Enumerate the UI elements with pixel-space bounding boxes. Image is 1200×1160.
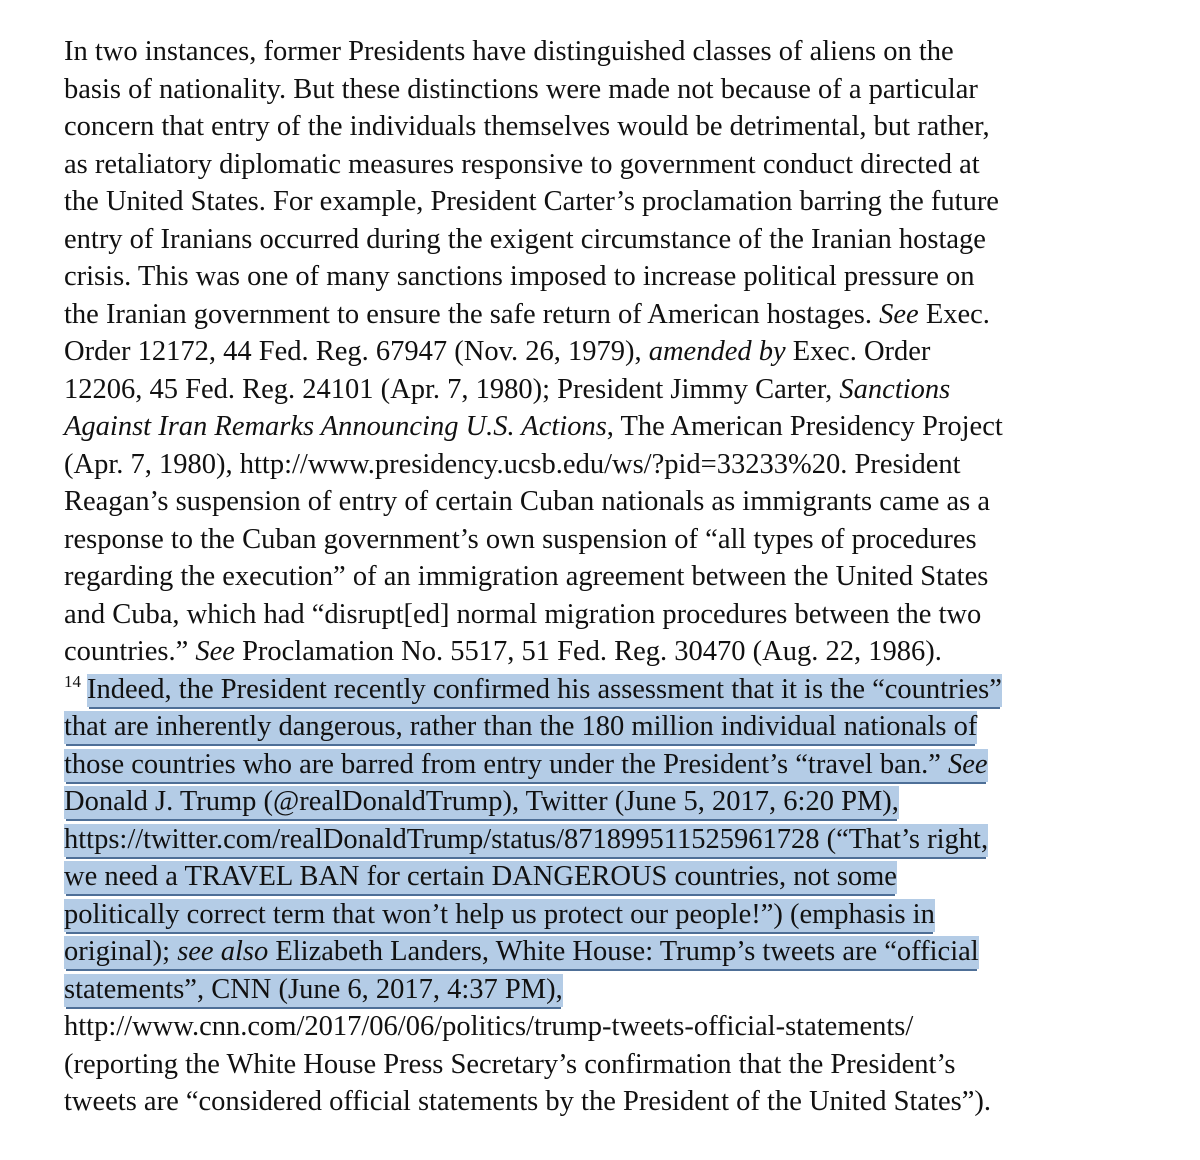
text-line bbox=[64, 446, 1174, 484]
text-line bbox=[64, 821, 1174, 859]
text-line bbox=[64, 858, 1174, 896]
text-line bbox=[64, 746, 1174, 784]
text-line bbox=[64, 558, 1174, 596]
line-text: Reagan’s suspension of entry of certain Cuban nationals as immigrants came as a bbox=[64, 486, 990, 517]
text-line bbox=[64, 783, 1174, 821]
text-line bbox=[64, 1046, 1174, 1084]
line-text: In two instances, former Presidents have distinguished classes of aliens on the bbox=[64, 36, 954, 67]
signal-italic: amended by bbox=[648, 336, 786, 367]
text-line bbox=[64, 33, 1174, 71]
line-text: response to the Cuban government’s own suspension of “all types of procedures bbox=[64, 523, 977, 555]
text-line bbox=[64, 483, 1174, 521]
highlighted-text[interactable] bbox=[64, 749, 988, 782]
text-line bbox=[64, 896, 1174, 934]
text-line bbox=[64, 258, 1174, 296]
text-line bbox=[64, 108, 1174, 146]
title-italic: Against Iran Remarks Announcing U.S. Actions bbox=[64, 411, 607, 442]
line-text: Exec. Order bbox=[785, 336, 931, 367]
text-line bbox=[64, 933, 1174, 971]
line-text: those countries who are barred from entry under the President’s “travel ban.” bbox=[64, 748, 948, 780]
line-text: , The American Presidency Project bbox=[606, 411, 1003, 442]
line-text: (reporting the White House Press Secretary’s confirmation that the President’s bbox=[64, 1048, 956, 1080]
footnote-number: 14 bbox=[64, 671, 81, 691]
highlighted-text[interactable]: https://twitter.com/realDonaldTrump/status/871899511525961728 (“That’s right, bbox=[64, 823, 989, 855]
highlighted-text[interactable]: Indeed, the President recently confirmed his assessment that it is the “countries” bbox=[87, 673, 1002, 705]
document-page bbox=[64, 33, 1174, 1121]
text-line bbox=[64, 371, 1174, 409]
text-line bbox=[64, 521, 1174, 559]
highlighted-text[interactable]: politically correct term that won’t help us protect our people!”) (emphasis in bbox=[64, 898, 935, 930]
line-text: Exec. bbox=[918, 298, 990, 330]
text-line bbox=[64, 971, 1174, 1009]
line-text: tweets are “considered official statements by the President of the United States”). bbox=[64, 1086, 992, 1117]
text-line bbox=[64, 1008, 1174, 1046]
highlighted-text[interactable]: Donald J. Trump (@realDonaldTrump), Twitter (June 5, 2017, 6:20 PM), bbox=[64, 786, 899, 817]
text-line bbox=[64, 183, 1174, 221]
text-line bbox=[64, 221, 1174, 259]
text-line bbox=[64, 1083, 1174, 1121]
line-text: Proclamation No. 5517, 51 Fed. Reg. 30470 (Aug. 22, 1986). bbox=[234, 636, 942, 667]
line-text: as retaliatory diplomatic measures responsive to government conduct directed at bbox=[64, 148, 980, 180]
main-paragraph bbox=[64, 33, 1174, 671]
text-line bbox=[64, 333, 1174, 371]
title-italic: Sanctions bbox=[839, 373, 951, 405]
line-text: 12206, 45 Fed. Reg. 24101 (Apr. 7, 1980); President Jimmy Carter, bbox=[64, 373, 840, 405]
line-text: (Apr. 7, 1980), http://www.presidency.ucsb.edu/ws/?pid=33233%20. President bbox=[64, 448, 961, 480]
signal-italic: See bbox=[879, 298, 919, 330]
footnote-14 bbox=[64, 671, 1174, 1121]
text-line bbox=[64, 671, 1174, 709]
signal-italic: See bbox=[947, 748, 988, 780]
line-text: concern that entry of the individuals themselves would be detrimental, but rather, bbox=[64, 111, 990, 142]
line-text: Elizabeth Landers, White House: Trump’s tweets are “official bbox=[268, 936, 979, 967]
line-text: the Iranian government to ensure the safe return of American hostages. bbox=[64, 298, 880, 330]
highlighted-text[interactable]: statements”, CNN (June 6, 2017, 4:37 PM), bbox=[64, 973, 563, 1005]
line-text: regarding the execution” of an immigration agreement between the United States bbox=[64, 561, 989, 592]
line-text: Order 12172, 44 Fed. Reg. 67947 (Nov. 26, 1979), bbox=[64, 336, 649, 367]
line-text: countries.” bbox=[64, 636, 196, 667]
line-text: original); bbox=[64, 936, 178, 967]
line-text: and Cuba, which had “disrupt[ed] normal migration procedures between the two bbox=[64, 598, 982, 630]
line-text: crisis. This was one of many sanctions imposed to increase political pressure on bbox=[64, 261, 975, 292]
text-line bbox=[64, 71, 1174, 109]
highlighted-text[interactable]: we need a TRAVEL BAN for certain DANGEROUS countries, not some bbox=[64, 861, 897, 892]
highlighted-text[interactable]: that are inherently dangerous, rather than the 180 million individual nationals of bbox=[64, 711, 978, 742]
text-line bbox=[64, 296, 1174, 334]
signal-italic: see also bbox=[177, 936, 269, 967]
line-text: entry of Iranians occurred during the exigent circumstance of the Iranian hostage bbox=[64, 223, 986, 255]
highlighted-text[interactable] bbox=[64, 936, 979, 969]
text-line bbox=[64, 633, 1174, 671]
text-line bbox=[64, 146, 1174, 184]
text-line bbox=[64, 708, 1174, 746]
line-text: the United States. For example, President Carter’s proclamation barring the future bbox=[64, 186, 999, 217]
signal-italic: See bbox=[195, 636, 235, 667]
text-line bbox=[64, 408, 1174, 446]
line-text: basis of nationality. But these distinctions were made not because of a particular bbox=[64, 73, 978, 105]
line-text: http://www.cnn.com/2017/06/06/politics/trump-tweets-official-statements/ bbox=[64, 1011, 914, 1042]
text-line bbox=[64, 596, 1174, 634]
